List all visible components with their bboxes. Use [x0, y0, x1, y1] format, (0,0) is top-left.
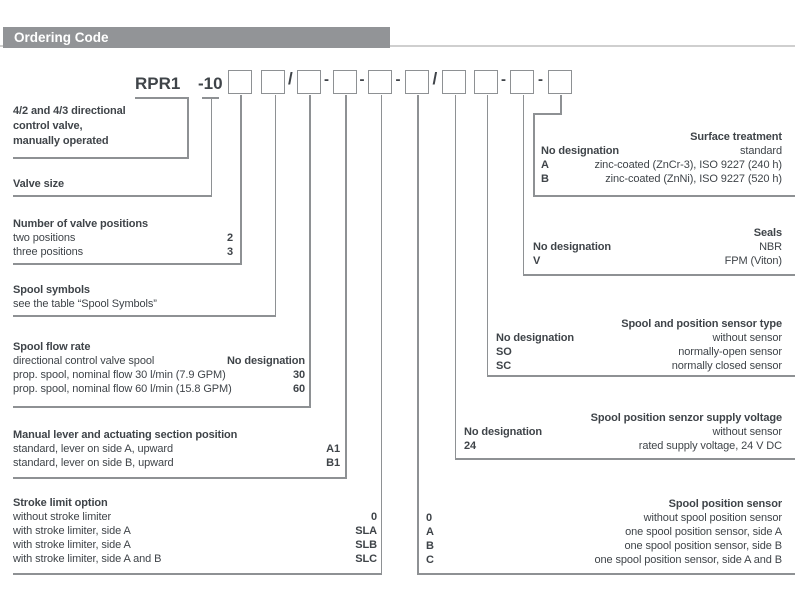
option-label: NBR: [759, 241, 782, 253]
option-code: C: [426, 554, 434, 566]
option-code: SLA: [355, 525, 377, 537]
section-sensor-type: [496, 317, 782, 373]
option-row: [464, 439, 782, 453]
code-box-8: [474, 70, 498, 94]
code-size: -10: [198, 74, 223, 93]
option-row: [426, 539, 782, 553]
option-label: with stroke limiter, side A: [13, 525, 131, 537]
option-label: standard, lever on side B, upward: [13, 457, 174, 469]
leader-line: [381, 95, 383, 574]
option-row: [13, 538, 377, 552]
leader-line: [487, 95, 489, 376]
section-valve-type: [13, 104, 188, 149]
option-row: [464, 425, 782, 439]
option-row: [13, 231, 233, 245]
option-code: 60: [292, 383, 305, 395]
section-spool-flow-rate: [13, 340, 305, 396]
option-code: SC: [496, 360, 512, 372]
option-code: B: [541, 173, 549, 185]
option-label: prop. spool, nominal flow 30 l/min (7.9 GPM): [13, 369, 226, 381]
option-row: [426, 511, 782, 525]
leader-line: [533, 113, 535, 195]
option-row: [13, 354, 305, 368]
option-row: [426, 525, 782, 539]
code-box-10: [548, 70, 572, 94]
option-code: 0: [370, 511, 377, 523]
option-row: [541, 144, 782, 158]
section-sensor-supply-voltage: [464, 411, 782, 453]
section-spool-position-sensor: [426, 497, 782, 567]
option-label: without sensor: [712, 332, 782, 344]
option-label: normally-open sensor: [678, 346, 782, 358]
option-code: B1: [326, 457, 340, 469]
option-label: two positions: [13, 232, 76, 244]
option-label: zinc-coated (ZnNi), ISO 9227 (520 h): [605, 173, 782, 185]
option-label: directional control valve spool: [13, 355, 155, 367]
section-rule: [13, 406, 311, 408]
leader-line: [417, 95, 419, 574]
option-row: [13, 456, 340, 470]
option-label: normally closed sensor: [671, 360, 782, 372]
option-label: three positions: [13, 246, 84, 258]
option-row: [13, 552, 377, 566]
option-label: rated supply voltage, 24 V DC: [638, 440, 782, 452]
code-box-3: [297, 70, 321, 94]
section-title: Manual lever and actuating section position: [13, 429, 238, 441]
option-code: 30: [292, 369, 305, 381]
code-separator-dash: -: [395, 71, 401, 88]
code-separator-slash: /: [288, 69, 293, 88]
option-row: [541, 172, 782, 186]
option-code: No designation: [464, 426, 543, 438]
section-stroke-limit: [13, 496, 377, 566]
code-box-6: [405, 70, 429, 94]
section-valve-size: [13, 177, 211, 191]
option-code: 24: [464, 440, 477, 452]
option-code: No designation: [541, 145, 620, 157]
option-row: [541, 158, 782, 172]
section-seals: [533, 226, 782, 268]
option-row: [13, 442, 340, 456]
section-title: Spool flow rate: [13, 341, 91, 353]
code-separator-slash: /: [432, 69, 438, 88]
leader-line: [523, 95, 525, 275]
section-title: Spool symbols: [13, 284, 90, 296]
option-code: SLC: [355, 553, 377, 565]
option-code: 3: [226, 246, 233, 258]
section-rule: [13, 477, 347, 479]
option-code: No designation: [533, 241, 612, 253]
option-code: No designation: [226, 355, 305, 367]
section-title-line: manually operated: [13, 135, 109, 147]
option-code: SO: [496, 346, 512, 358]
section-spool-symbols: [13, 283, 273, 311]
leader-line: [240, 95, 242, 264]
leader-line: [345, 95, 347, 478]
section-title: Spool position senzor supply voltage: [590, 412, 782, 424]
section-rule: [13, 573, 382, 575]
section-title: Seals: [753, 227, 782, 239]
option-row: [13, 368, 305, 382]
option-label: without sensor: [712, 426, 782, 438]
option-row: [496, 345, 782, 359]
option-code: No designation: [496, 332, 575, 344]
option-code: B: [426, 540, 434, 552]
option-label: one spool position sensor, side B: [624, 540, 782, 552]
section-title: Spool and position sensor type: [621, 318, 782, 330]
option-label: with stroke limiter, side A: [13, 539, 131, 551]
section-title: Spool position sensor: [668, 498, 782, 510]
option-row: [13, 245, 233, 259]
option-row: [13, 510, 377, 524]
section-rule: [533, 195, 795, 197]
leader-line: [560, 95, 562, 114]
option-row: [426, 553, 782, 567]
code-separator-dash: -: [538, 71, 543, 88]
leader-line: [533, 113, 562, 115]
code-box-9: [510, 70, 534, 94]
code-model: RPR1: [135, 74, 181, 93]
option-code: 2: [226, 232, 233, 244]
option-code: A1: [326, 443, 340, 455]
page-title: Ordering Code: [3, 27, 390, 48]
code-separator-dash: -: [324, 71, 329, 88]
option-code: A: [541, 159, 549, 171]
section-manual-lever: [13, 428, 340, 470]
option-label: prop. spool, nominal flow 60 l/min (15.8 GPM): [13, 383, 232, 395]
section-rule: [455, 458, 796, 460]
option-label: one spool position sensor, side A and B: [594, 554, 782, 566]
section-title-line: 4/2 and 4/3 directional: [13, 105, 126, 117]
section-subtitle: see the table “Spool Symbols”: [13, 298, 157, 310]
section-title-line: control valve,: [13, 120, 83, 132]
option-code: V: [533, 255, 541, 267]
option-label: zinc-coated (ZnCr-3), ISO 9227 (240 h): [594, 159, 782, 171]
section-valve-positions: [13, 217, 233, 259]
option-row: [533, 254, 782, 268]
code-box-2: [261, 70, 285, 94]
leader-line: [135, 97, 188, 99]
option-label: with stroke limiter, side A and B: [13, 553, 162, 565]
option-label: without stroke limiter: [13, 511, 112, 523]
option-label: standard, lever on side A, upward: [13, 443, 173, 455]
option-label: standard: [739, 145, 782, 157]
option-row: [533, 240, 782, 254]
section-title: Number of valve positions: [13, 218, 149, 230]
option-code: SLB: [355, 539, 377, 551]
section-rule: [13, 263, 242, 265]
section-rule: [417, 573, 795, 575]
leader-line: [455, 95, 457, 459]
section-title: Stroke limit option: [13, 497, 108, 509]
option-row: [496, 359, 782, 373]
section-rule: [487, 375, 796, 377]
section-rule: [13, 157, 189, 159]
option-label: FPM (Viton): [724, 255, 782, 267]
leader-line: [275, 95, 277, 316]
option-row: [13, 382, 305, 396]
code-box-1: [228, 70, 252, 94]
option-code: A: [426, 526, 434, 538]
section-surface-treatment: [541, 130, 782, 186]
section-title: Surface treatment: [690, 131, 782, 143]
section-rule: [13, 315, 276, 317]
code-separator-dash: -: [501, 71, 506, 88]
section-rule: [523, 274, 796, 276]
option-row: [13, 524, 377, 538]
section-rule: [13, 195, 212, 197]
option-code: 0: [426, 512, 433, 524]
code-box-7: [442, 70, 466, 94]
code-box-5: [368, 70, 392, 94]
section-title: Valve size: [13, 178, 64, 190]
option-label: without spool position sensor: [643, 512, 782, 524]
leader-line: [309, 95, 311, 407]
code-box-4: [333, 70, 357, 94]
option-row: [496, 331, 782, 345]
code-separator-dash: -: [359, 71, 365, 88]
option-label: one spool position sensor, side A: [625, 526, 782, 538]
